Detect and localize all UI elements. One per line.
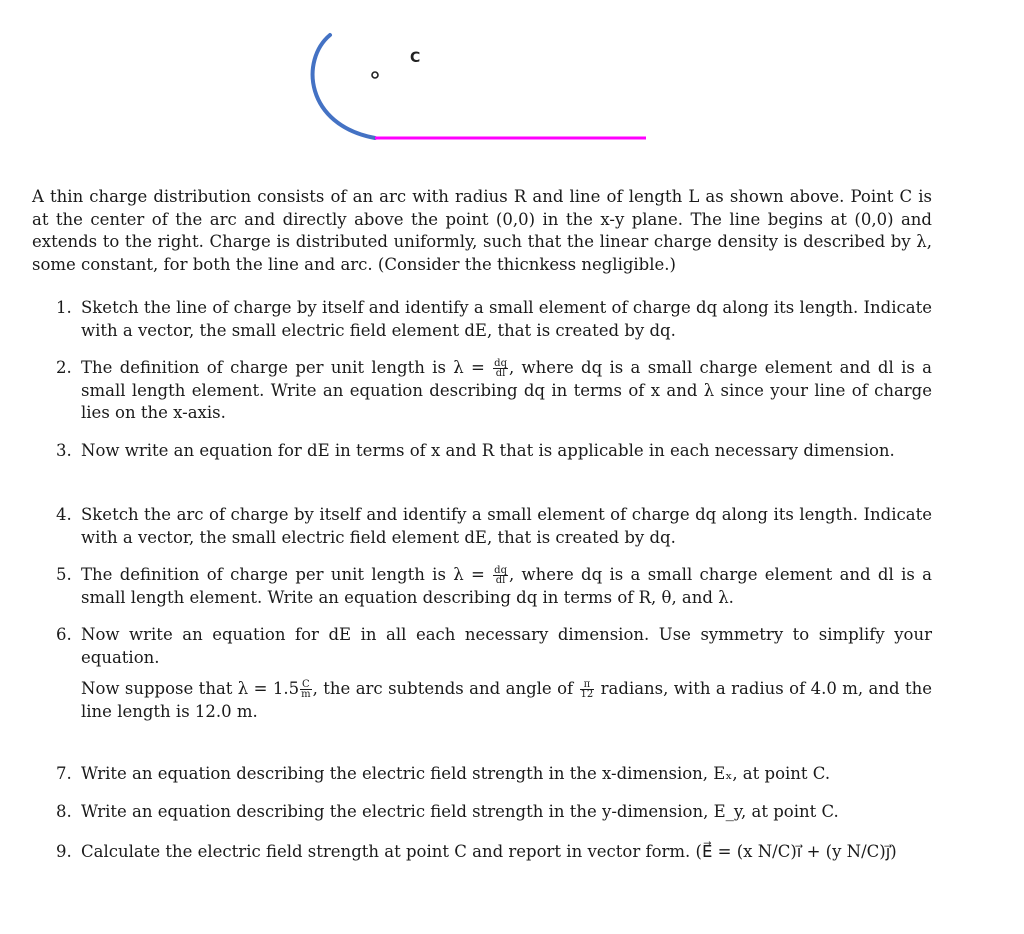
question-number: 8. <box>56 801 72 821</box>
question-text-post: , where dq is a small charge element and dl is a small length element. Write an equation describing dq in terms of R, θ, and λ. <box>81 565 932 607</box>
question-2 <box>56 357 932 425</box>
question-list-line <box>56 297 932 462</box>
question-6 <box>56 624 932 669</box>
angle-fraction <box>580 680 595 699</box>
question-7 <box>56 763 932 786</box>
question-text: Write an equation describing the electric field strength in the y-dimension, E_y, at point C. <box>81 801 839 821</box>
note-post: radians, with a radius of 4.0 m, and the line length is 12.0 m. <box>81 679 932 721</box>
question-text: Write an equation describing the electric field strength in the x-dimension, Eₓ, at point C. <box>81 764 831 783</box>
question-text: Now write an equation for dE in all each necessary dimension. Use symmetry to simplify your equation. <box>81 625 932 667</box>
question-8 <box>56 801 932 824</box>
fraction-numerator: dq <box>494 358 507 369</box>
given-values-paragraph <box>81 678 932 723</box>
question-text: Now write an equation for dE in terms of x and R that is applicable in each necessary dimension. <box>81 440 895 460</box>
question-5 <box>56 564 932 609</box>
note-pre: Now suppose that λ = 1.5 <box>81 679 300 698</box>
center-point <box>372 72 378 78</box>
unit-numerator: C <box>302 679 310 690</box>
fraction-dq-dl <box>493 566 508 585</box>
fraction-denominator: dl <box>495 368 506 379</box>
fraction-dq-dl <box>493 359 508 378</box>
question-number: 3. <box>56 440 72 460</box>
question-number: 7. <box>56 764 72 783</box>
fraction-denominator: dl <box>495 575 506 586</box>
arc-of-charge <box>313 35 375 138</box>
question-text-post: , where dq is a small charge element and dl is a small length element. Write an equation describing dq in terms of x and λ since your line of charge lies on the x-axis. <box>81 358 932 422</box>
question-9 <box>56 841 932 864</box>
question-number: 6. <box>56 625 72 644</box>
question-number: 1. <box>56 298 72 317</box>
question-1 <box>56 297 932 342</box>
question-3 <box>56 440 932 463</box>
question-list-field <box>56 763 932 864</box>
unit-c-per-m <box>300 680 311 699</box>
charge-figure <box>0 0 1024 170</box>
fraction-numerator: dq <box>494 565 507 576</box>
question-text-pre: The definition of charge per unit length is λ = <box>81 358 493 377</box>
question-number: 5. <box>56 565 72 584</box>
question-number: 4. <box>56 505 72 524</box>
angle-numerator: π <box>580 680 595 690</box>
question-list-arc <box>56 504 932 669</box>
unit-denominator: m <box>301 689 311 700</box>
point-c-label: C <box>410 50 421 66</box>
question-text: Sketch the arc of charge by itself and identify a small element of charge dq along its length. Indicate with a vector, the small electric field element dE, that is created by dq. <box>81 505 932 547</box>
question-number: 2. <box>56 358 72 377</box>
intro-paragraph: A thin charge distribution consists of an arc with radius R and line of length L as shown above. Point C is at the center of the arc and directly above the point (0,0) in the x-y plane. The line begins at (0,0) and extends to the right. Charge is distributed uniformly, such that the linear charge density is described by λ, some constant, for both the line and arc. (Consider the thicnkess negligible.) <box>32 187 932 274</box>
question-4 <box>56 504 932 549</box>
angle-denominator: 12 <box>580 689 594 700</box>
note-mid: , the arc subtends and angle of <box>312 679 579 698</box>
question-text: Sketch the line of charge by itself and identify a small element of charge dq along its length. Indicate with a vector, the small electric field element dE, that is created by dq. <box>81 298 932 340</box>
question-text: Calculate the electric field strength at point C and report in vector form. (E⃗ = (x N/C)i⃗ + (y N/C)j⃗) <box>81 842 897 861</box>
question-number: 9. <box>56 842 72 861</box>
question-text-pre: The definition of charge per unit length is λ = <box>81 565 493 584</box>
